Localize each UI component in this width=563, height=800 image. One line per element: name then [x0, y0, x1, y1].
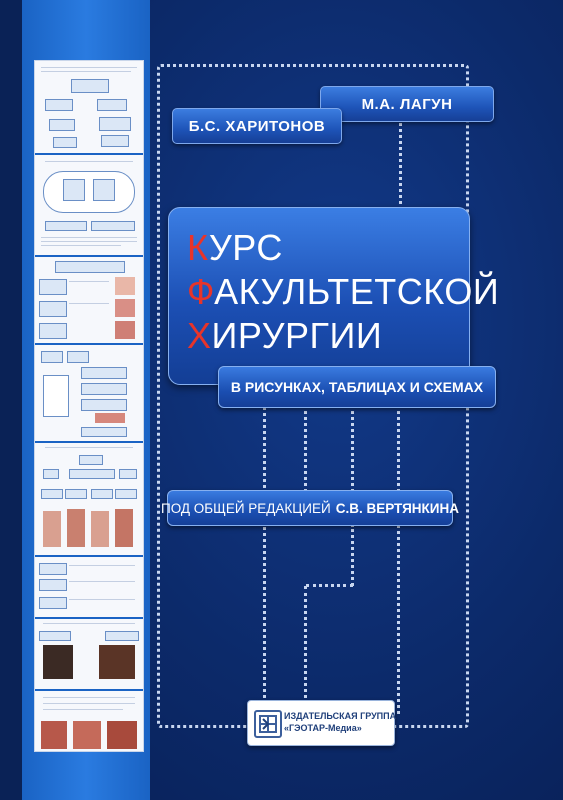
publisher-logo-icon	[254, 710, 282, 738]
preview-page-2	[35, 155, 143, 257]
subtitle-box	[218, 366, 496, 408]
preview-page-8	[35, 691, 143, 751]
title-line-2	[187, 272, 499, 312]
title-rest-3: ИРУРГИИ	[211, 315, 383, 356]
publisher-box	[247, 700, 395, 746]
editor-box	[161, 490, 459, 526]
preview-page-5	[35, 443, 143, 557]
spine-edge	[0, 0, 22, 800]
title-initial-3: Х	[187, 315, 212, 356]
connector-line	[263, 388, 266, 704]
subtitle: В РИСУНКАХ, ТАБЛИЦАХ И СХЕМАХ	[230, 379, 484, 395]
publisher-line-2: «ГЭОТАР-Медиа»	[284, 723, 362, 733]
title-initial-2: Ф	[187, 271, 215, 312]
editor-name: С.В. ВЕРТЯНКИНА	[335, 500, 459, 516]
preview-page-4	[35, 345, 143, 443]
title-rest-1: УРС	[208, 227, 283, 268]
connector-line	[351, 404, 354, 492]
title-line-3	[187, 316, 382, 356]
author-name-2: Б.С. ХАРИТОНОВ	[188, 117, 326, 135]
connector-line	[399, 118, 402, 210]
connector-line	[397, 404, 400, 714]
preview-page-7	[35, 619, 143, 691]
connector-line	[306, 584, 353, 587]
author-box-1	[320, 86, 494, 122]
page-previews-strip	[34, 60, 144, 752]
title-rest-2: АКУЛЬТЕТСКОЙ	[214, 271, 500, 312]
publisher-line-1: ИЗДАТЕЛЬСКАЯ ГРУППА	[284, 711, 397, 721]
title-initial-1: К	[187, 227, 209, 268]
connector-line	[304, 586, 307, 704]
preview-page-3	[35, 257, 143, 345]
publisher-name	[284, 710, 396, 734]
preview-page-6	[35, 557, 143, 619]
author-box-2	[172, 108, 342, 144]
author-name-1: М.А. ЛАГУН	[361, 95, 453, 113]
editor-prefix: ПОД ОБЩЕЙ РЕДАКЦИЕЙ	[161, 500, 331, 516]
connector-line	[351, 524, 354, 586]
title-box	[168, 207, 500, 385]
preview-page-1	[35, 61, 143, 155]
title-line-1	[187, 228, 283, 268]
